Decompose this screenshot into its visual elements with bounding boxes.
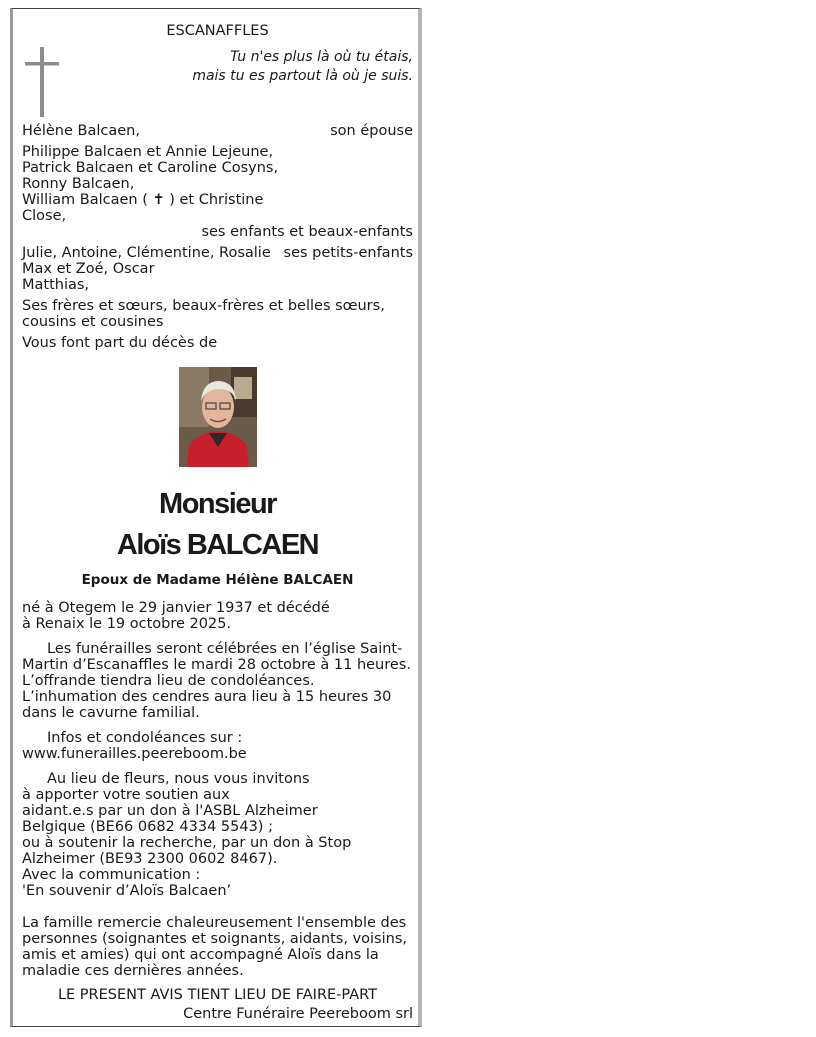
announcement: Vous font part du décès de (22, 335, 218, 351)
quote (22, 48, 413, 86)
spouse-of: Epoux de Madame Hélène BALCAEN (81, 572, 354, 588)
village-name: ESCANAFFLES (166, 23, 269, 39)
death-notice (10, 8, 422, 1027)
siblings-line: Ses frères et sœurs, beaux-frères et belles sœurs, (22, 298, 385, 314)
spouse-row (22, 123, 413, 139)
funeral-line: Les funérailles seront célébrées en l’église Saint- (47, 641, 403, 657)
funeral-line: L’inhumation des cendres aura lieu à 15 heures 30 (22, 689, 392, 705)
list-item: Ronny Balcaen, (22, 176, 135, 192)
deceased-title: Monsieur (159, 488, 276, 520)
list-item (22, 192, 413, 208)
deceased-name: Aloïs BALCAEN (116, 529, 319, 561)
grandchildren-role: ses petits-enfants (283, 245, 413, 261)
list-item: Close, (22, 208, 67, 224)
quote-line: mais tu es partout là où je suis. (192, 68, 413, 84)
list-item: Patrick Balcaen et Caroline Cosyns, (22, 160, 279, 176)
grandchildren-names: Julie, Antoine, Clémentine, Rosalie (22, 245, 271, 261)
website-link[interactable]: www.funerailles.peereboom.be (22, 746, 247, 762)
faire-part-notice: LE PRESENT AVIS TIENT LIEU DE FAIRE-PART (57, 987, 378, 1003)
thanks-line: La famille remercie chaleureusement l'ensemble des (22, 915, 407, 931)
thanks-line: maladie ces dernières années. (22, 963, 244, 979)
list-item: Philippe Balcaen et Annie Lejeune, (22, 144, 274, 160)
donation-line: Avec la communication : (22, 867, 201, 883)
grandchildren-row (22, 245, 413, 261)
spouse-role: son épouse (330, 123, 413, 139)
siblings (22, 298, 413, 330)
birth-death (22, 600, 413, 632)
funeral-line: Martin d’Escanaffles le mardi 28 octobre à 11 heures. (22, 657, 411, 673)
grandchildren-line: Max et Zoé, Oscar (22, 261, 155, 277)
funeral-line: L’offrande tiendra lieu de condoléances. (22, 673, 315, 689)
donation-line: 'En souvenir d’Aloïs Balcaen’ (22, 883, 232, 899)
quote-line: Tu n'es plus là où tu étais, (230, 49, 413, 65)
thanks-line: amis et amies) qui ont accompagné Aloïs dans la (22, 947, 379, 963)
info-line: Infos et condoléances sur : (47, 730, 243, 746)
dagger-icon: ✝ (152, 192, 165, 208)
donation-line: Alzheimer (BE93 2300 0602 8467). (22, 851, 278, 867)
donation-line: aidant.e.s par un don à l'ASBL Alzheimer (22, 803, 318, 819)
birth-line: né à Otegem le 29 janvier 1937 et décédé (22, 600, 330, 616)
portrait-photo (179, 367, 257, 467)
children-list (22, 144, 413, 224)
donations (22, 771, 413, 899)
info (22, 730, 413, 762)
thanks (22, 915, 413, 979)
children-role: ses enfants et beaux-enfants (201, 224, 413, 240)
funeral-line: dans le cavurne familial. (22, 705, 200, 721)
donation-line: Au lieu de fleurs, nous vous invitons (47, 771, 310, 787)
william-prefix: William Balcaen ( (22, 192, 148, 208)
funeral-home: Centre Funéraire Peereboom srl (183, 1006, 413, 1022)
siblings-line: cousins et cousines (22, 314, 164, 330)
birth-line: à Renaix le 19 octobre 2025. (22, 616, 232, 632)
donation-line: à apporter votre soutien aux (22, 787, 230, 803)
thanks-line: personnes (soignantes et soignants, aidants, voisins, (22, 931, 407, 947)
donation-line: ou à soutenir la recherche, par un don à Stop (22, 835, 352, 851)
grandchildren-line: Matthias, (22, 277, 90, 293)
spouse-name: Hélène Balcaen, (22, 123, 140, 139)
donation-line: Belgique (BE66 0682 4334 5543) ; (22, 819, 273, 835)
funeral-details (22, 641, 413, 721)
william-suffix: ) et Christine (169, 192, 264, 208)
